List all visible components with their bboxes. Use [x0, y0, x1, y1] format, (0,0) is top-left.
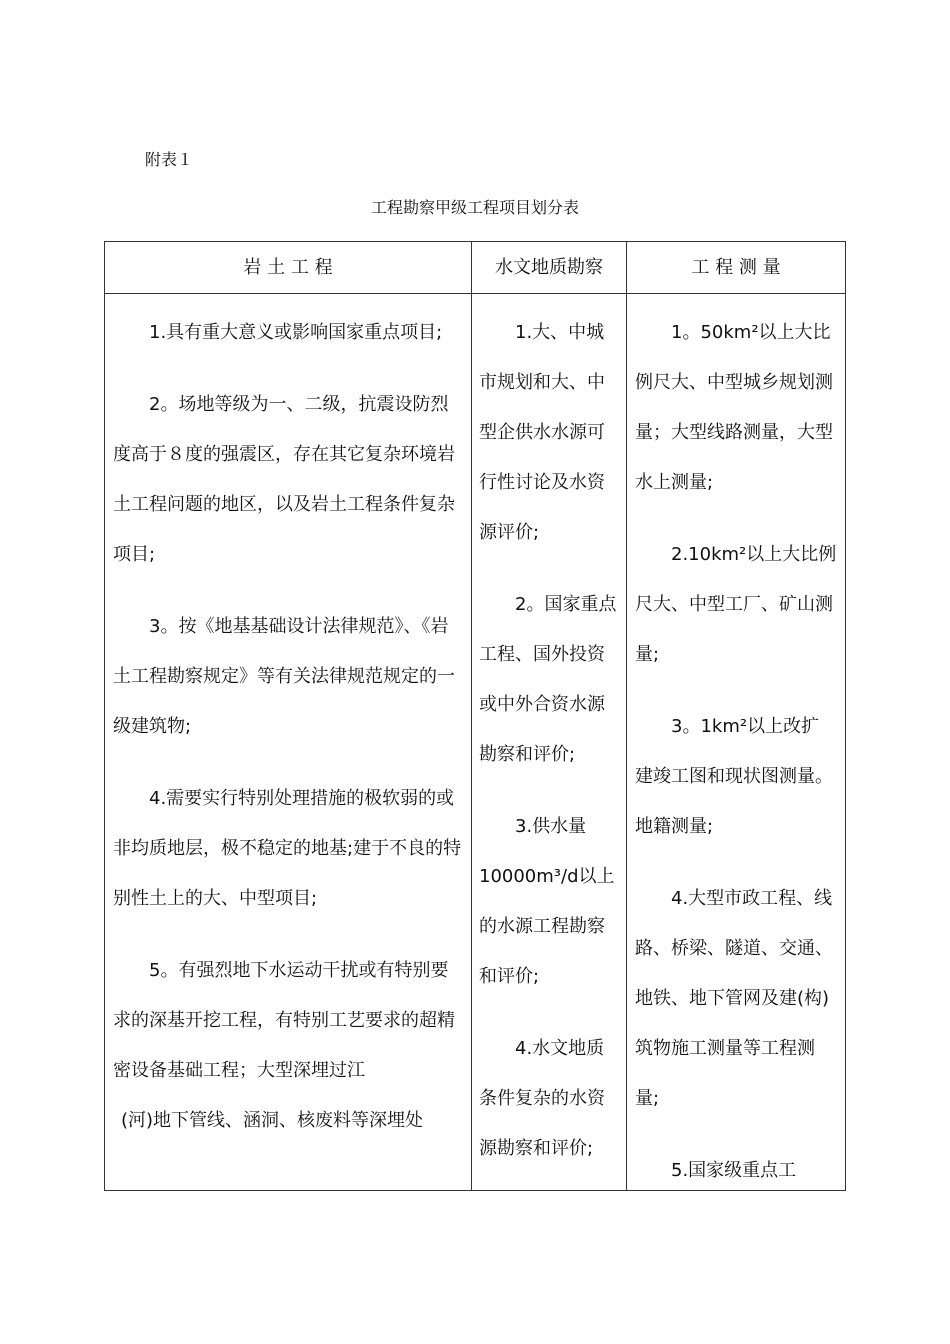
surveying-column — [635, 294, 837, 1190]
hydrogeology-item: 3.供水量10000m³/d以上的水源工程勘察和评价; — [479, 816, 615, 987]
surveying-item: 5.国家级重点工 — [671, 1160, 797, 1181]
geotechnical-item: (河)地下管线、涵洞、核废料等深埋处 — [121, 1110, 424, 1131]
surveying-item: 1。50km²以上大比例尺大、中型城乡规划测量；大型线路测量，大型水上测量; — [635, 322, 833, 493]
hydrogeology-item: 4.水文地质条件复杂的水资源勘察和评价; — [479, 1038, 605, 1159]
surveying-item: 3。1km²以上改扩建竣工图和现状图测量。地籍测量; — [635, 716, 833, 837]
appendix-label: 附表１ — [145, 150, 194, 169]
hydrogeology-item: 2。国家重点工程、国外投资或中外合资水源勘察和评价; — [479, 594, 617, 765]
header-geotechnical: 岩 土 工 程 — [243, 257, 333, 278]
geotechnical-column — [113, 294, 465, 1190]
classification-table — [104, 241, 846, 1191]
geotechnical-item: 2。场地等级为一、二级，抗震设防烈度高于８度的强震区，存在其它复杂环境岩土工程问题的地区，以及岩土工程条件复杂项目; — [113, 394, 455, 565]
surveying-item: 2.10km²以上大比例尺大、中型工厂、矿山测量; — [635, 544, 837, 665]
hydrogeology-item: 1.大、中城市规划和大、中型企供水水源可行性讨论及水资源评价; — [479, 322, 605, 543]
surveying-item: 4.大型市政工程、线路、桥梁、隧道、交通、地铁、地下管网及建(构)筑物施工测量等工程测量; — [635, 888, 833, 1109]
table-title: 工程勘察甲级工程项目划分表 — [370, 198, 579, 217]
geotechnical-item: 5。有强烈地下水运动干扰或有特别要求的深基开挖工程，有特别工艺要求的超精密设备基础工程；大型深埋过江 — [113, 960, 455, 1081]
column-divider — [626, 242, 627, 1190]
geotechnical-item: 3。按《地基基础设计法律规范》、《岩土工程勘察规定》等有关法律规范规定的一级建筑物; — [113, 616, 455, 737]
geotechnical-item: 4.需要实行特别处理措施的极软弱的或非均质地层，极不稳定的地基;建于不良的特别性土上的大、中型项目; — [113, 788, 462, 909]
header-surveying: 工 程 测 量 — [691, 257, 781, 278]
hydrogeology-column — [479, 294, 619, 1190]
header-hydrogeology: 水文地质勘察 — [495, 257, 603, 278]
column-divider — [471, 242, 472, 1190]
geotechnical-item: 1.具有重大意义或影响国家重点项目; — [149, 322, 443, 343]
